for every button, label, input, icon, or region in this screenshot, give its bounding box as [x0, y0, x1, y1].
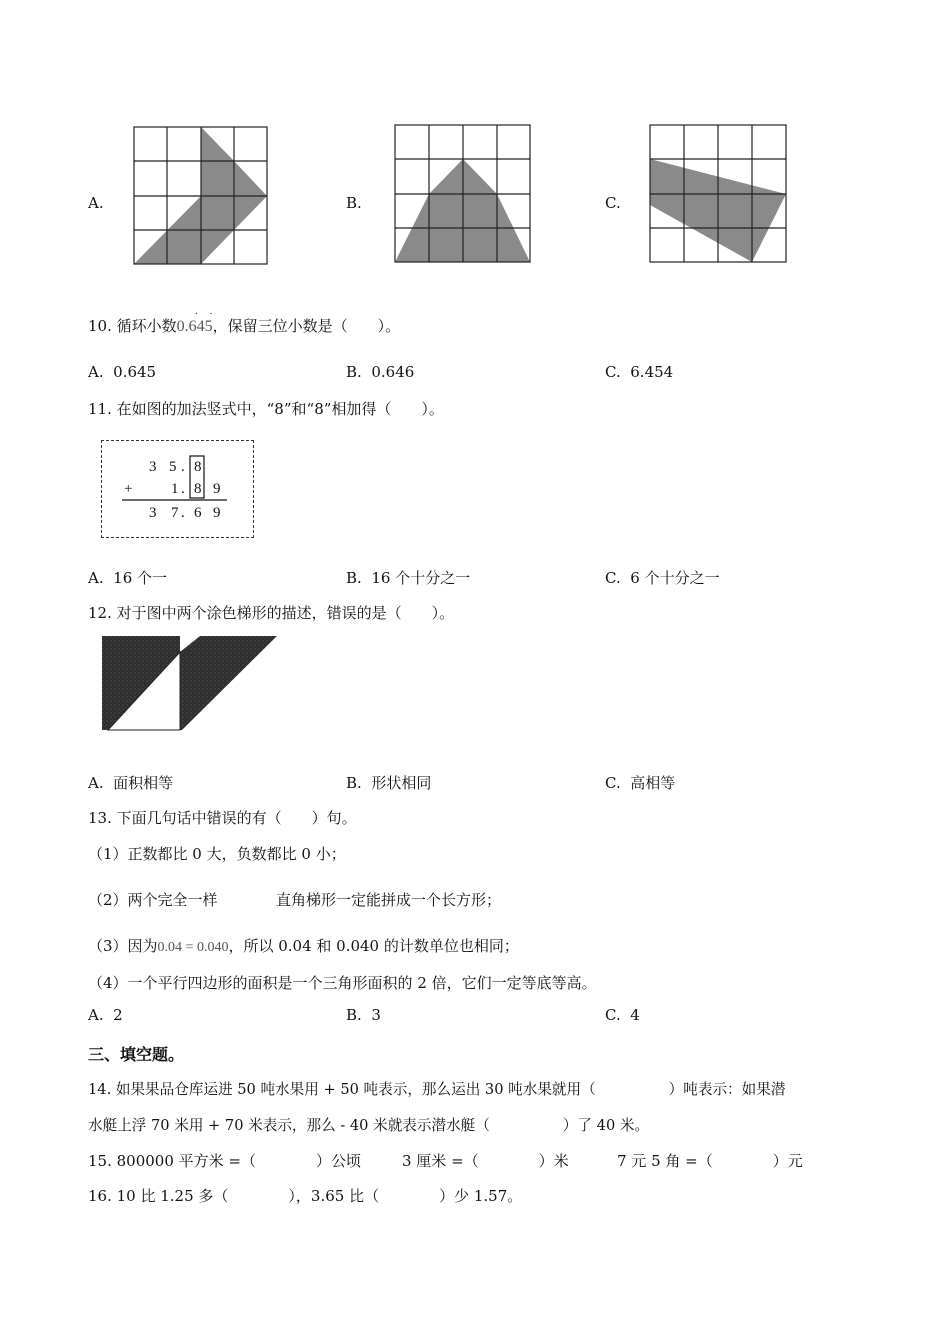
- q10-option-a[interactable]: A. 0.645: [88, 363, 157, 381]
- q12-number: 12.: [88, 604, 112, 622]
- q11-option-a[interactable]: A. 16 个一: [88, 569, 168, 587]
- q15-part-1: 15. 800000 平方米 =（ ）公顷: [88, 1152, 361, 1170]
- q11-digit: 3: [149, 459, 157, 475]
- q13-option-c[interactable]: C. 4: [605, 1006, 640, 1024]
- q12-trapezoid-figure: [102, 636, 278, 732]
- q11-digit: 3: [149, 505, 157, 521]
- q9-option-c-label: C.: [605, 194, 621, 212]
- q13-statement-2a: （2）两个完全一样: [88, 891, 218, 909]
- q11-digit: 9: [213, 481, 221, 497]
- q11-option-b[interactable]: B. 16 个十分之一: [346, 569, 471, 587]
- q11-digit: .: [181, 459, 185, 475]
- q13-option-b[interactable]: B. 3: [346, 1006, 381, 1024]
- q13-question: [88, 807, 357, 828]
- q13-number: 13.: [88, 809, 112, 827]
- q10-text-before: 循环小数: [116, 317, 177, 335]
- q11-digit: 9: [213, 505, 221, 521]
- q12-option-c[interactable]: C. 高相等: [605, 774, 676, 792]
- q10-question: [88, 315, 400, 336]
- q11-digit: 1: [171, 481, 179, 497]
- q12-option-b[interactable]: B. 形状相同: [346, 774, 432, 792]
- q13-equation: 0.04 = 0.040: [157, 940, 229, 955]
- q11-plus-sign: +: [124, 481, 133, 497]
- q13-statement-1: （1）正数都比 0 大，负数都比 0 小；: [88, 845, 346, 863]
- q16-question: 16. 10 比 1.25 多（ ），3.65 比（ ）少 1.57。: [88, 1187, 523, 1205]
- q9-option-a-label: A.: [88, 194, 104, 212]
- q15-part-3: 7 元 5 角 =（ ）元: [617, 1152, 803, 1170]
- q11-digit: .: [181, 505, 185, 521]
- q13-statement-3: （3）因为0.04 = 0.040，所以 0.04 和 0.040 的计数单位也相同；: [88, 937, 519, 955]
- q10-repeating-decimal: · · 0.645: [177, 318, 213, 336]
- q13-statement-4: （4）一个平行四边形的面积是一个三角形面积的 2 倍，它们一定等底等高。: [88, 974, 597, 992]
- q11-digit: .: [181, 481, 185, 497]
- q11-digit: 7: [171, 505, 179, 521]
- q11-digit: 8: [194, 459, 202, 475]
- q9-figure-c: [650, 125, 787, 263]
- q15-part-2: 3 厘米 =（ ）米: [402, 1152, 569, 1170]
- q11-digit: 6: [194, 505, 202, 521]
- q13-statement-2b: 直角梯形一定能拼成一个长方形；: [276, 891, 502, 909]
- q11-option-c[interactable]: C. 6 个十分之一: [605, 569, 720, 587]
- q11-digit: 8: [194, 481, 202, 497]
- q9-figure-a: [134, 127, 268, 265]
- q11-digit: 5: [169, 459, 177, 475]
- q12-option-a[interactable]: A. 面积相等: [88, 774, 174, 792]
- q12-question: [88, 602, 454, 623]
- section-heading: 三、填空题。: [88, 1045, 185, 1064]
- q12-text: 对于图中两个涂色梯形的描述，错误的是（ ）。: [116, 604, 455, 622]
- q10-number: 10.: [88, 317, 112, 335]
- q10-text-after: ，保留三位小数是（ ）。: [212, 317, 401, 335]
- q13-text: 下面几句话中错误的有（ ）句。: [116, 809, 357, 827]
- q10-option-b[interactable]: B. 0.646: [346, 363, 415, 381]
- q9-option-b-label: B.: [346, 194, 362, 212]
- q11-number: 11.: [88, 400, 112, 418]
- q13-option-a[interactable]: A. 2: [88, 1006, 123, 1024]
- q14-line-2: 水艇上浮 70 米用 + 70 米表示，那么 - 40 米就表示潜水艇（ ）了 40 米。: [88, 1117, 650, 1134]
- q14-line-1: 14. 如果果品仓库运进 50 吨水果用 + 50 吨表示，那么运出 30 吨水果就用（ ）吨表示：如果潜: [88, 1081, 786, 1098]
- q10-option-c[interactable]: C. 6.454: [605, 363, 674, 381]
- q9-figure-b: [395, 125, 531, 263]
- q11-addition-figure: [101, 440, 254, 538]
- q11-question: [88, 398, 444, 419]
- q11-text: 在如图的加法竖式中，“8”和“8”相加得（ ）。: [116, 400, 444, 418]
